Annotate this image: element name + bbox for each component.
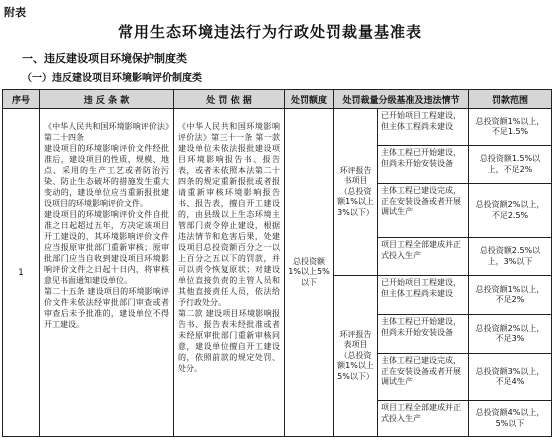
- range-cell: 总投资额2.5%以上，3%以下: [468, 237, 552, 276]
- range-cell: 总投资额1%以上，不足2%: [468, 275, 552, 315]
- document-title: 常用生态环境违法行为行政处罚裁量基准表: [118, 23, 423, 41]
- situation-cell: 项目工程全部建成并正式投入生产: [377, 237, 469, 276]
- penalty-table: [2, 89, 552, 437]
- header-basis: 处 罚 依 据: [173, 89, 285, 109]
- section-heading: 一、违反建设项目环境保护制度类: [22, 52, 187, 65]
- situation-cell: 主体工程已建设完成，正在安装设备或者开展调试生产: [377, 183, 469, 238]
- header-range: 罚款范围: [468, 89, 552, 109]
- situation-cell: 主体工程已建设完成，正在安装设备或者开展调试生产: [377, 353, 469, 401]
- basis-text: 《中华人民共和国环境影响评价法》第三十一条 第一款 建设单位未依法报批建设项目环境影响报告书、报告表，或者未依照本法第二十四条的规定重新报批或者报请重新审核环境影响报告书、报告表，擅自开工建设的，由县级以上生态环境主管部门责令停止建设，根据违法情节和危害后果，处建设项目总投资额百分之一以上百分之五以下的罚款，并可以责令恢复原状；对建设单位直接负责的主管人员和其他直接责任人员，依法给予行政处分。 第二款 建设项目环境影响报告书、报告表未经批准或者未经原审批部门重新审核同意，建设单位擅自开工建设的，依照前款的规定处罚、处分。: [173, 108, 285, 437]
- situation-cell: 主体工程已开始建设，但尚未开始安装设备: [377, 145, 469, 184]
- range-cell: 总投资额1%以上，不足1.5%: [468, 108, 552, 146]
- limit-text: 总投资额1%以上5%以下: [284, 108, 334, 437]
- group-report-book: 环评报告书项目（总投资额1%以上3%以下）: [333, 108, 378, 276]
- range-cell: 总投资额2%以上，不足3%: [468, 314, 552, 354]
- seq-cell: 1: [2, 108, 40, 437]
- situation-cell: 项目工程全部建成并正式投入生产: [377, 400, 469, 437]
- header-clause: 违 反 条 款: [39, 89, 174, 109]
- subsection-heading: （一）违反建设项目环境影响评价制度类: [22, 73, 202, 84]
- group-report-form: 环评报告表项目（总投资额1%以上5%以下）: [333, 275, 378, 437]
- header-grading: 处罚裁量分级基准及违法情节: [333, 89, 469, 109]
- appendix-label: 附表: [4, 6, 26, 19]
- header-seq: 序号: [2, 89, 40, 109]
- range-cell: 总投资额2%以上，不足2.5%: [468, 183, 552, 238]
- range-cell: 总投资额3%以上，不足4%: [468, 353, 552, 401]
- clause-text: 《中华人民共和国环境影响评价法》第二十四条 建设项目的环境影响评价文件经批准后，建设项目的性质、规模、地点、采用的生产工艺或者防治污染、防止生态破坏的措施发生重大变动的，建设单位应当重新报批建设项目的环境影响评价文件。 建设项目的环境影响评价文件自批准之日起超过五年，方决定该项目开工建设的，其环境影响评价文件应当报原审批部门重新审核；原审批部门应当自收到建设项目环境影响评价文件之日起十日内，将审核意见书面通知建设单位。 第二十五条 建设项目的环境影响评价文件未依法经审批部门审查或者审查后未予批准的，建设单位不得开工建设。: [39, 108, 174, 437]
- header-limit: 处罚额度: [284, 89, 334, 109]
- situation-cell: 已开始项目工程建设，但主体工程尚未建设: [377, 275, 469, 315]
- situation-cell: 已开始项目工程建设，但主体工程尚未建设: [377, 108, 469, 146]
- range-cell: 总投资额4%以上，5%以下: [468, 400, 552, 437]
- situation-cell: 主体工程已开始建设，但尚未开始安装设备: [377, 314, 469, 354]
- range-cell: 总投资额1.5%以上，不足2%: [468, 145, 552, 184]
